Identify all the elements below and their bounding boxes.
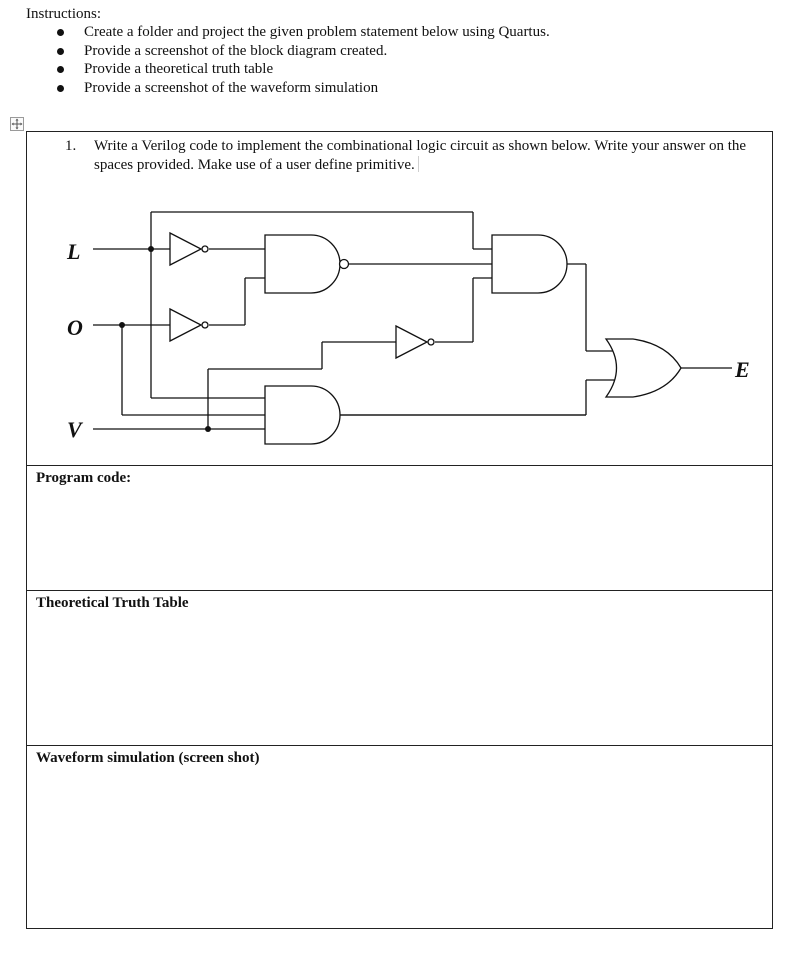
not-gate-o <box>170 309 208 341</box>
instruction-item <box>56 60 550 79</box>
problem-number: 1. <box>65 138 77 154</box>
input-label-o: O <box>67 315 83 340</box>
program-code-cell[interactable] <box>27 465 772 590</box>
instruction-item <box>56 23 550 42</box>
instruction-item <box>56 79 550 98</box>
waveform-label: Waveform simulation (screen shot) <box>36 750 260 766</box>
truth-table-cell[interactable] <box>27 590 772 745</box>
program-code-label: Program code: <box>36 470 132 486</box>
bullet-icon <box>57 29 64 36</box>
move-cross-icon[interactable] <box>10 117 24 131</box>
answer-table <box>26 131 773 929</box>
nand-gate <box>265 235 349 293</box>
wire-junctions <box>119 246 211 432</box>
bullet-icon <box>57 85 64 92</box>
instruction-text: Create a folder and project the given problem statement below using Quartus. <box>84 24 550 40</box>
instruction-item <box>56 42 550 61</box>
instruction-text: Provide a screenshot of the block diagram created. <box>84 42 388 59</box>
instruction-text: Provide a screenshot of the waveform simulation <box>84 79 379 96</box>
not-gate-v <box>396 326 434 358</box>
instruction-text: Provide a theoretical truth table <box>84 61 274 77</box>
bullet-icon <box>57 66 64 73</box>
instructions-title: Instructions: <box>26 6 101 22</box>
waveform-cell[interactable] <box>27 745 772 929</box>
and-gate-lower <box>265 386 340 444</box>
bullet-icon <box>57 48 64 55</box>
output-label-e: E <box>735 357 750 382</box>
logic-circuit-diagram <box>27 132 772 465</box>
or-gate <box>606 339 681 397</box>
problem-cell <box>27 132 772 465</box>
input-label-v: V <box>67 417 82 442</box>
instructions-list <box>56 23 550 97</box>
truth-table-label: Theoretical Truth Table <box>36 595 189 611</box>
not-gate-l <box>170 233 208 265</box>
problem-statement-text: Write a Verilog code to implement the combinational logic circuit as shown below. Write your answer on the spaces provided. Make use of a user define primitive. <box>94 138 747 173</box>
input-label-l: L <box>67 239 81 264</box>
and-gate-upper <box>492 235 567 293</box>
